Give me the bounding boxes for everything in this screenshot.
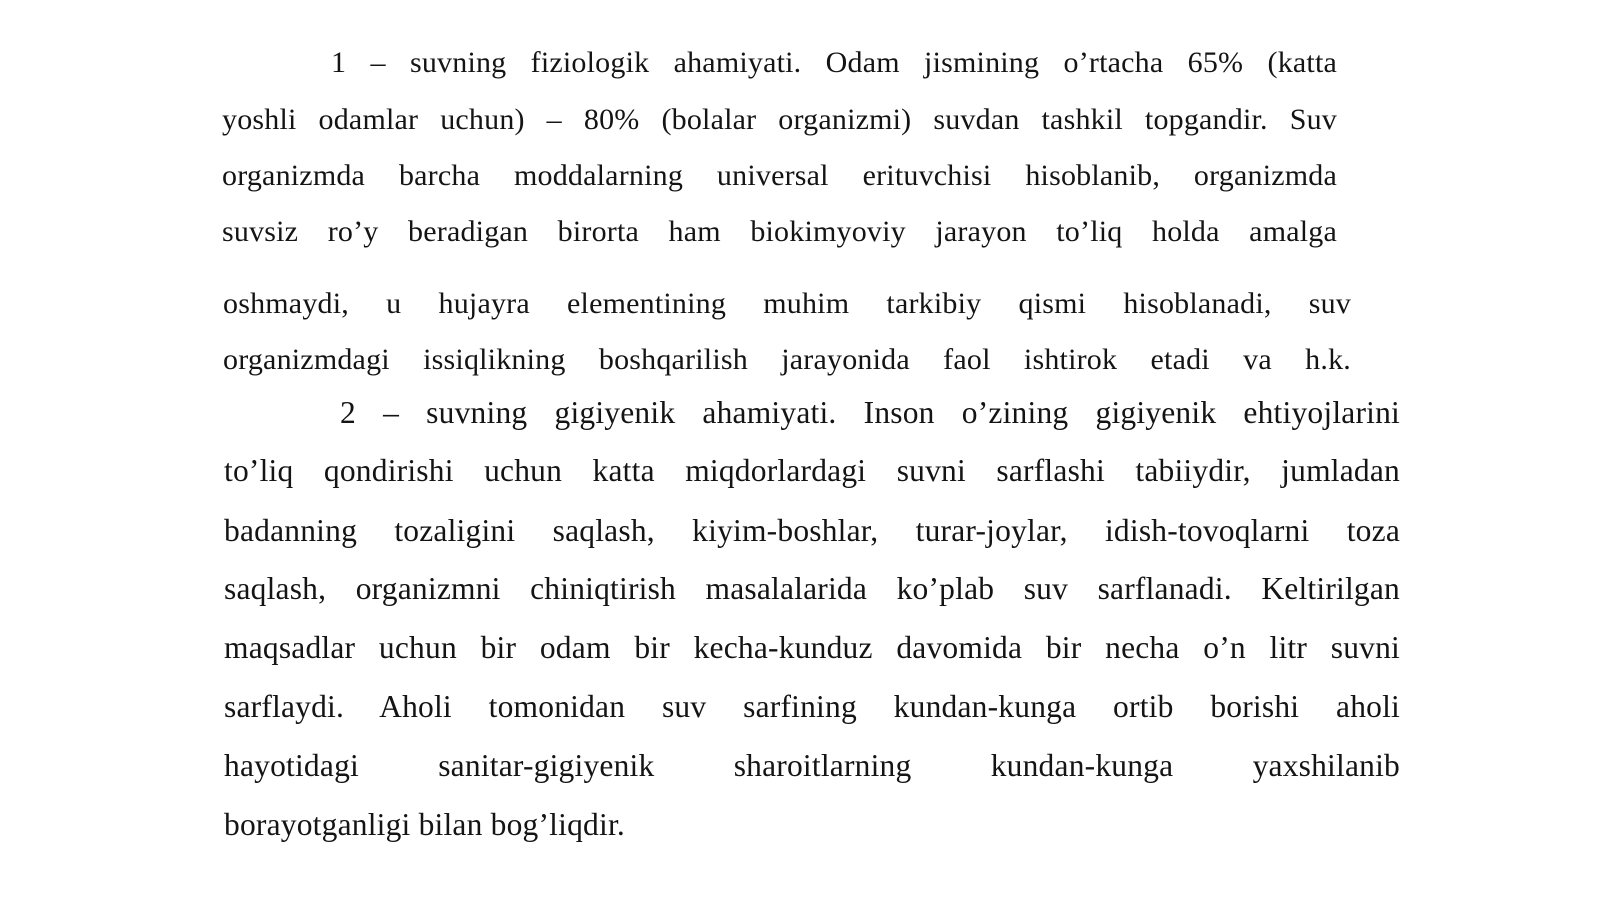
- text-line: 2 – suvning gigiyenik ahamiyati. Inson o’zining gigiyenik ehtiyojlarini: [340, 395, 1400, 430]
- text-line: yoshli odamlar uchun) – 80% (bolalar organizmi) suvdan tashkil topgandir. Suv: [222, 103, 1337, 136]
- text-line: sarflaydi. Aholi tomonidan suv sarfining kundan-kunga ortib borishi aholi: [224, 689, 1400, 724]
- text-line: borayotganligi bilan bog’liqdir.: [224, 807, 625, 842]
- text-line: suvsiz ro’y beradigan birorta ham biokimyoviy jarayon to’liq holda amalga: [222, 215, 1337, 248]
- text-line: organizmda barcha moddalarning universal erituvchisi hisoblanib, organizmda: [222, 159, 1337, 192]
- text-line: maqsadlar uchun bir odam bir kecha-kunduz davomida bir necha o’n litr suvni: [224, 630, 1400, 665]
- text-line: oshmaydi, u hujayra elementining muhim tarkibiy qismi hisoblanadi, suv: [223, 287, 1351, 320]
- text-line: to’liq qondirishi uchun katta miqdorlardagi suvni sarflashi tabiiydir, jumladan: [224, 453, 1400, 488]
- text-line: badanning tozaligini saqlash, kiyim-boshlar, turar-joylar, idish-tovoqlarni toza: [224, 513, 1400, 548]
- text-line: organizmdagi issiqlikning boshqarilish jarayonida faol ishtirok etadi va h.k.: [223, 343, 1351, 376]
- text-line: hayotidagi sanitar-gigiyenik sharoitlarning kundan-kunga yaxshilanib: [224, 748, 1400, 783]
- text-line: saqlash, organizmni chiniqtirish masalalarida ko’plab suv sarflanadi. Keltirilgan: [224, 571, 1400, 606]
- text-line: 1 – suvning fiziologik ahamiyati. Odam jismining o’rtacha 65% (katta: [331, 46, 1337, 79]
